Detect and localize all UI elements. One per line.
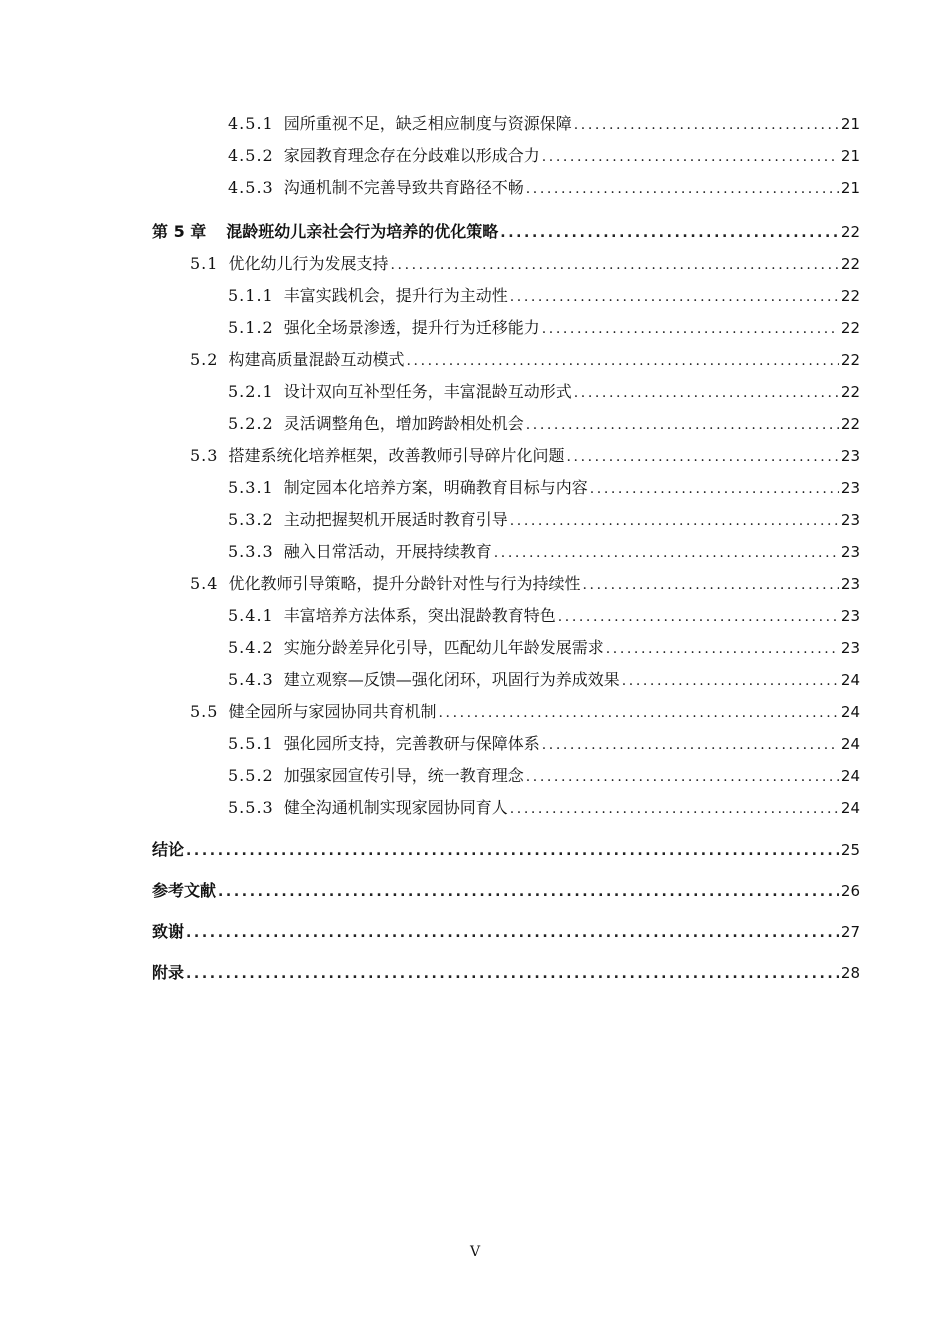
toc-entry-number: 5.5.2 xyxy=(228,766,274,785)
toc-entry-5-2-1[interactable] xyxy=(152,382,860,414)
toc-entry-5-4[interactable] xyxy=(152,574,860,606)
toc-entry-title: 结论 xyxy=(152,840,185,859)
toc-entry-page: 26 xyxy=(840,882,860,900)
toc-entry-page: 22 xyxy=(840,287,860,305)
toc-dot-leader xyxy=(500,223,839,243)
toc-entry-5-4-2[interactable] xyxy=(152,638,860,670)
toc-entry-title: 实施分龄差异化引导，匹配幼儿年龄发展需求 xyxy=(283,638,604,657)
toc-entry-page: 22 xyxy=(840,223,860,241)
toc-entry-number: 5.2 xyxy=(190,350,219,369)
toc-entry-page: 23 xyxy=(840,575,860,593)
toc-dot-leader xyxy=(186,841,839,861)
toc-entry-page: 24 xyxy=(840,703,860,721)
toc-entry-number: 5.2.1 xyxy=(228,382,274,401)
toc-entry-page: 22 xyxy=(840,319,860,337)
toc-entry-number: 5.3.2 xyxy=(228,510,274,529)
toc-entry-number: 4.5.3 xyxy=(228,178,274,197)
toc-entry-title: 优化教师引导策略，提升分龄针对性与行为持续性 xyxy=(228,574,581,593)
toc-entry-page: 23 xyxy=(840,479,860,497)
toc-entry-acknowledgements[interactable] xyxy=(152,922,860,963)
toc-entry-title: 优化幼儿行为发展支持 xyxy=(228,254,389,273)
toc-entry-page: 24 xyxy=(840,767,860,785)
toc-entry-page: 24 xyxy=(840,735,860,753)
toc-entry-page: 23 xyxy=(840,607,860,625)
toc-entry-number: 5.4.3 xyxy=(228,670,274,689)
toc-entry-page: 27 xyxy=(840,923,860,941)
toc-entry-title: 搭建系统化培养框架，改善教师引导碎片化问题 xyxy=(228,446,565,465)
toc-entry-title: 制定园本化培养方案，明确教育目标与内容 xyxy=(283,478,588,497)
toc-entry-title: 主动把握契机开展适时教育引导 xyxy=(283,510,508,529)
toc-entry-title: 园所重视不足，缺乏相应制度与资源保障 xyxy=(283,114,572,133)
toc-entry-title: 混龄班幼儿亲社会行为培养的优化策略 xyxy=(226,222,499,241)
toc-entry-references[interactable] xyxy=(152,881,860,922)
page-number: V xyxy=(469,1244,481,1260)
toc-entry-title: 沟通机制不完善导致共育路径不畅 xyxy=(283,178,524,197)
toc-entry-title: 健全园所与家园协同共育机制 xyxy=(228,702,437,721)
toc-entry-page: 28 xyxy=(840,964,860,982)
toc-entry-5-1-1[interactable] xyxy=(152,286,860,318)
toc-entry-5-5-2[interactable] xyxy=(152,766,860,798)
toc-entry-5-1[interactable] xyxy=(152,254,860,286)
toc-entry-title: 灵活调整角色，增加跨龄相处机会 xyxy=(283,414,524,433)
toc-dot-leader xyxy=(542,147,839,167)
toc-entry-number: 5.4.2 xyxy=(228,638,274,657)
toc-entry-number: 5.3.3 xyxy=(228,542,274,561)
toc-entry-title: 建立观察—反馈—强化闭环，巩固行为养成效果 xyxy=(283,670,620,689)
toc-entry-page: 24 xyxy=(840,671,860,689)
toc-entry-title: 设计双向互补型任务，丰富混龄互动形式 xyxy=(283,382,572,401)
toc-entry-5-5-1[interactable] xyxy=(152,734,860,766)
toc-dot-leader xyxy=(510,511,839,531)
toc-dot-leader xyxy=(186,964,839,984)
toc-entry-page: 24 xyxy=(840,799,860,817)
toc-dot-leader xyxy=(406,351,838,371)
toc-entry-number: 4.5.2 xyxy=(228,146,274,165)
toc-entry-title: 附录 xyxy=(152,963,185,982)
toc-entry-4-5-3[interactable] xyxy=(152,178,860,210)
toc-dot-leader xyxy=(218,882,839,902)
toc-entry-number: 5.3.1 xyxy=(228,478,274,497)
toc-entry-title: 丰富实践机会，提升行为主动性 xyxy=(283,286,508,305)
toc-dot-leader xyxy=(606,639,839,659)
toc-entry-4-5-1[interactable] xyxy=(152,114,860,146)
toc-entry-title: 丰富培养方法体系，突出混龄教育特色 xyxy=(283,606,556,625)
toc-entry-title: 家园教育理念存在分歧难以形成合力 xyxy=(283,146,540,165)
toc-entry-appendix[interactable] xyxy=(152,963,860,1004)
toc-dot-leader xyxy=(574,115,839,135)
table-of-contents xyxy=(152,114,860,1004)
toc-dot-leader xyxy=(526,767,839,787)
toc-dot-leader xyxy=(438,703,838,723)
toc-entry-title: 健全沟通机制实现家园协同育人 xyxy=(283,798,508,817)
toc-dot-leader xyxy=(558,607,839,627)
toc-entry-number: 5.4 xyxy=(190,574,219,593)
toc-dot-leader xyxy=(186,923,839,943)
toc-dot-leader xyxy=(622,671,839,691)
toc-entry-page: 25 xyxy=(840,841,860,859)
toc-entry-number: 5.1 xyxy=(190,254,219,273)
toc-entry-number: 5.5.3 xyxy=(228,798,274,817)
toc-entry-5-4-3[interactable] xyxy=(152,670,860,702)
toc-entry-5-3-1[interactable] xyxy=(152,478,860,510)
toc-dot-leader xyxy=(542,319,839,339)
toc-entry-title: 强化全场景渗透，提升行为迁移能力 xyxy=(283,318,540,337)
toc-dot-leader xyxy=(494,543,839,563)
toc-entry-5-4-1[interactable] xyxy=(152,606,860,638)
toc-entry-title: 构建高质量混龄互动模式 xyxy=(228,350,405,369)
toc-entry-title: 加强家园宣传引导，统一教育理念 xyxy=(283,766,524,785)
toc-entry-number: 5.4.1 xyxy=(228,606,274,625)
toc-entry-page: 23 xyxy=(840,447,860,465)
toc-entry-page: 23 xyxy=(840,511,860,529)
toc-entry-page: 21 xyxy=(840,179,860,197)
toc-entry-conclusion[interactable] xyxy=(152,840,860,881)
toc-entry-page: 22 xyxy=(840,383,860,401)
toc-entry-5-5-3[interactable] xyxy=(152,798,860,830)
toc-entry-title: 强化园所支持，完善教研与保障体系 xyxy=(283,734,540,753)
toc-dot-leader xyxy=(510,799,839,819)
toc-entry-page: 22 xyxy=(840,351,860,369)
toc-entry-page: 23 xyxy=(840,543,860,561)
toc-entry-title: 融入日常活动，开展持续教育 xyxy=(283,542,492,561)
toc-entry-number: 4.5.1 xyxy=(228,114,274,133)
toc-dot-leader xyxy=(542,735,839,755)
toc-entry-4-5-2[interactable] xyxy=(152,146,860,178)
toc-entry-5-2-2[interactable] xyxy=(152,414,860,446)
toc-entry-title: 致谢 xyxy=(152,922,185,941)
toc-entry-page: 21 xyxy=(840,147,860,165)
toc-dot-leader xyxy=(566,447,838,467)
toc-dot-leader xyxy=(510,287,839,307)
toc-entry-chapter-5[interactable] xyxy=(152,222,860,254)
toc-entry-number: 5.5 xyxy=(190,702,219,721)
toc-dot-leader xyxy=(590,479,839,499)
toc-entry-5-5[interactable] xyxy=(152,702,860,734)
toc-dot-leader xyxy=(526,179,839,199)
toc-dot-leader xyxy=(582,575,838,595)
toc-entry-5-1-2[interactable] xyxy=(152,318,860,350)
toc-entry-page: 22 xyxy=(840,255,860,273)
toc-entry-title: 参考文献 xyxy=(152,881,217,900)
toc-entry-5-3-2[interactable] xyxy=(152,510,860,542)
toc-entry-page: 23 xyxy=(840,639,860,657)
toc-entry-number: 5.2.2 xyxy=(228,414,274,433)
toc-entry-number: 第 5 章 xyxy=(152,222,207,241)
toc-entry-number: 5.3 xyxy=(190,446,219,465)
toc-entry-number: 5.1.1 xyxy=(228,286,274,305)
toc-entry-page: 22 xyxy=(840,415,860,433)
toc-dot-leader xyxy=(390,255,838,275)
toc-entry-number: 5.1.2 xyxy=(228,318,274,337)
toc-entry-page: 21 xyxy=(840,115,860,133)
toc-entry-5-3[interactable] xyxy=(152,446,860,478)
toc-entry-number: 5.5.1 xyxy=(228,734,274,753)
toc-entry-5-3-3[interactable] xyxy=(152,542,860,574)
toc-dot-leader xyxy=(526,415,839,435)
toc-dot-leader xyxy=(574,383,839,403)
toc-entry-5-2[interactable] xyxy=(152,350,860,382)
